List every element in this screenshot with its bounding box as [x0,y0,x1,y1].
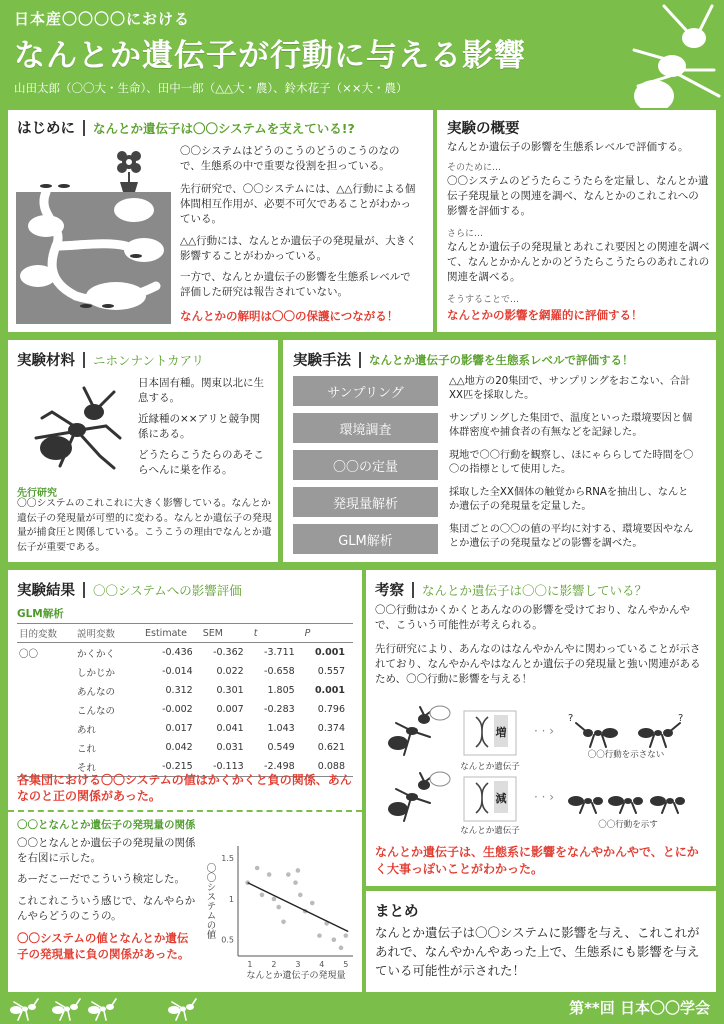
column-header: 説明変数 [75,624,143,643]
scatter-point [255,866,260,871]
intro-paragraph-1: 〇〇システムはどうのこうのどうのこうのなので、生態系の中で重要な役割を担っている。 [180,145,400,173]
table-cell: 0.621 [317,742,345,753]
table-cell: -0.362 [213,647,244,658]
x-tick-label: 2 [271,960,277,969]
table-cell: 0.312 [165,685,193,696]
table-cell: 0.088 [303,757,353,777]
column-header: P [303,624,353,643]
table-cell: -0.215 [143,757,201,777]
discussion-subtitle: なんとか遺伝子は〇〇に影響している？ [422,582,648,598]
table-cell: -0.113 [201,757,252,777]
table-cell: 0.001 [314,685,345,696]
overview-paragraph-1: なんとか遺伝子の影響を生態系レベルで評価する。 [447,141,689,153]
prior-research-label: 先行研究 [17,488,57,499]
column-header: Estimate [143,624,201,643]
scatter-point [272,897,277,902]
ellipsis-arrow: · · › [534,724,555,738]
scatter-point [286,872,291,877]
footer-ants-icon [6,996,206,1022]
scatter-point [310,901,315,906]
table-cell: 0.031 [216,742,244,753]
column-header: 目的変数 [17,624,75,643]
intro-conclusion: なんとかの解明は〇〇の保護につながる！ [180,309,399,323]
table-cell: あれ [77,724,97,736]
scatter-point [296,868,301,873]
method-environment-label: 環境調査 [293,413,438,443]
trend-line [248,883,349,932]
poster-authors: 山田太郎（〇〇大・生命）、田中一郎（△△大・農）、鈴木花子（××大・農） [14,81,408,95]
method-glm-label: GLM解析 [293,524,438,554]
table-cell: 0.001 [314,647,345,658]
table-cell: -0.014 [162,666,193,677]
intro-title: はじめに [17,121,75,137]
poster-subtitle: 日本産〇〇〇〇における [14,10,191,28]
y-tick-label: 1.5 [221,854,234,864]
scatter-point [276,905,281,910]
glm-label: GLM解析 [17,608,64,620]
table-cell: 0.374 [317,723,345,734]
results-subtitle: 〇〇システムへの影響評価 [93,582,242,598]
title-divider [359,352,361,368]
table-row [17,643,353,663]
increase-label: 増 [495,726,507,739]
table-row [17,719,353,738]
relationship-text-1: 〇〇となんとか遺伝子の発現量の関係を右図に示した。 [17,837,196,865]
title-divider [83,120,85,136]
method-row [293,413,693,445]
table-cell [17,681,75,700]
discussion-panel [366,570,716,886]
poster-header [0,0,724,108]
intro-paragraph-3: △△行動には、なんとか遺伝子の発現量が、大きく影響することがわかっている。 [180,235,417,263]
scatter-point [298,893,303,898]
method-quantification-label: 〇〇の定量 [293,450,438,480]
gene-label: なんとか遺伝子 [460,826,520,835]
table-cell: こんなの [77,705,116,717]
table-row [17,681,353,700]
scatter-point [317,933,322,938]
table-cell: 0.549 [267,742,295,753]
table-cell: -2.498 [252,757,303,777]
table-cell: 0.017 [165,723,193,734]
table-cell: 0.041 [216,723,244,734]
method-description: 採取した全XX個体の触覚からRNAを抽出し、なんとか遺伝子の発現量を定量した。 [449,487,689,513]
table-cell [17,719,75,738]
decrease-label: 減 [495,792,507,805]
summary-text: なんとか遺伝子は〇〇システムに影響を与え、これこれがあれで、なんやかんやあった上で、生態系にも影響を与えている可能性が示された！ [375,925,700,978]
discussion-conclusion: なんとか遺伝子は、生態系に影響をなんやかんやで、とにかく大事っぽいことがわかった。 [375,845,699,876]
table-cell: かくかく [77,648,116,660]
column-header: SEM [201,624,252,643]
table-cell: それ [75,757,143,777]
overview-conclusion: なんとかの影響を網羅的に評価する！ [447,308,643,322]
question-mark: ? [568,713,574,724]
title-divider [83,352,85,368]
intro-paragraph-2: 先行研究で、〇〇システムには、△△行動による個体間相互作用が、必要不可欠であることがわかっている。 [180,183,416,226]
x-tick-label: 1 [247,960,253,969]
poster-title: なんとか遺伝子が行動に与える影響 [14,38,526,74]
conference-name: 第**回 日本〇〇学会 [569,999,710,1017]
overview-label-2: さらに… [447,229,484,239]
method-expression-label: 発現量解析 [293,487,438,517]
overview-label-3: そうすることで… [447,295,520,305]
table-row [17,738,353,757]
x-tick-label: 4 [319,960,325,969]
ant-icon [22,382,132,472]
relationship-text-2: あーだこーだでこういう検定した。 [17,873,185,885]
method-description: 現地で〇〇行動を観察し、ほにゃららしてた時間を〇〇の指標として使用した。 [449,450,694,476]
method-row [293,376,689,408]
table-cell: -0.002 [162,704,193,715]
discussion-paragraph-2: 先行研究により、あんなのはなんやかんやに関わっていることが示されており、なんやかんやはなんとか遺伝子の発現量と強い関連があるため、〇〇行動に影響を与える！ [375,643,701,686]
method-description: 集団ごとの〇〇の値の平均に対する、環境要因やなんとか遺伝子の発現量などの影響を調べた。 [449,524,694,550]
gene-label: なんとか遺伝子 [460,762,520,772]
table-row [17,662,353,681]
table-cell: 0.796 [317,704,345,715]
materials-panel [8,340,278,562]
table-row [17,700,353,719]
methods-title: 実験手法 [293,353,351,369]
table-cell [17,700,75,719]
method-row [293,524,694,556]
results-conclusion: 各集団における〇〇システムの値はかくかくと負の関係、あんなのと正の関係があった。 [17,773,352,804]
title-divider [83,582,85,598]
x-tick-label: 5 [343,960,349,969]
table-cell: しかじか [77,667,116,679]
discussion-diagram [376,705,706,835]
scatter-point [281,919,286,924]
table-cell: 1.043 [267,723,295,734]
methods-subtitle: なんとか遺伝子の影響を生態系レベルで評価する！ [369,352,634,367]
materials-paragraph-2: 近縁種の××アリと競争関係にある。 [138,413,261,441]
relationship-text-3: これこれこういう感じで、なんやらかんやらどうのこうの。 [17,895,196,923]
table-cell: -0.436 [162,647,193,658]
column-header: t [252,624,303,643]
table-cell: これ [77,743,97,755]
results-title: 実験結果 [17,583,75,599]
materials-paragraph-3: どうたらこうたらのあそこらへんに巣を作る。 [138,449,264,477]
method-sampling-label: サンプリング [293,376,438,406]
y-tick-label: 1 [228,894,234,904]
table-cell: 0.007 [216,704,244,715]
table-cell: あんなの [77,686,116,698]
intro-subtitle: なんとか遺伝子は〇〇システムを支えている!? [93,120,355,136]
table-cell: -0.658 [264,666,295,677]
prior-research-text: 〇〇システムのこれこれに大きく影響している。なんとか遺伝子の発現量が可塑的に変わる。なんとか遺伝子の発現量が捕食圧と関係している。こうこうの理由でなんとか遺伝子が重要である。 [17,498,272,554]
x-axis-label: なんとか遺伝子の発現量 [246,971,346,981]
table-cell: 0.301 [216,685,244,696]
methods-panel [283,340,716,562]
relationship-conclusion: 〇〇システムの値となんとか遺伝子の発現量に負の関係があった。 [17,931,190,962]
materials-title: 実験材料 [17,353,75,369]
scatter-point [293,880,298,885]
table-cell: 〇〇 [19,648,39,660]
materials-subtitle: ニホンナントカアリ [93,352,205,368]
y-tick-label: 0.5 [221,935,234,945]
section-divider [8,810,362,812]
ellipsis-arrow: · · › [534,790,555,804]
method-row [293,487,689,519]
overview-paragraph-2: 〇〇システムのどうたらこうたらを定量し、なんとか遺伝子発現量との関連を調べ、なんとかのこれこれへの影響を評価する。 [447,175,709,218]
scatter-point [344,933,349,938]
behavior-label: 〇〇行動を示す [598,820,658,830]
method-description: △△地方の20集団で、サンプリングをおこない、合計XX匹を採取した。 [449,376,691,402]
y-axis-label: 〇〇システムの値 [204,863,216,939]
title-divider [412,582,414,598]
table-cell [17,662,75,681]
scatter-chart [198,838,358,983]
relationship-subtitle: 〇〇となんとか遺伝子の発現量の関係 [17,819,196,831]
ant-decoration-icon [594,0,724,108]
summary-title: まとめ [375,904,419,920]
no-behavior-label: 〇〇行動を示さない [587,750,665,760]
intro-paragraph-4: 一方で、なんとか遺伝子の影響を生態系レベルで評価した研究は報告されていない。 [180,271,411,299]
results-panel [8,570,362,992]
discussion-title: 考察 [375,583,404,599]
discussion-paragraph-1: 〇〇行動はかくかくとあんなのの影響を受けており、なんやかんやで、こういう可能性が考えられる。 [375,604,690,632]
scatter-point [332,937,337,942]
glm-table [17,623,353,777]
table-cell: 0.022 [216,666,244,677]
scatter-point [260,893,265,898]
question-mark: ? [678,713,684,724]
method-description: サンプリングした集団で、温度といった環境要因と個体群密度や捕食者の有無などを記録した。 [449,413,693,439]
x-tick-label: 3 [295,960,301,969]
summary-panel [366,891,716,992]
overview-title: 実験の概要 [447,121,520,137]
scatter-point [267,872,272,877]
scatter-point [339,946,344,951]
overview-panel [437,110,716,332]
intro-panel [8,110,433,332]
table-cell: 0.557 [317,666,345,677]
overview-label-1: そのために… [447,163,502,173]
ant-nest-illustration [16,146,171,324]
overview-paragraph-3: なんとか遺伝子の発現量とあれこれ要因との関連を調べて、なんとかかんとかのどうたらこうたらのあれこれの関連を調べる。 [447,241,710,284]
table-cell: -3.711 [264,647,295,658]
materials-paragraph-1: 日本固有種。関東以北に生息する。 [138,377,264,405]
table-cell: 0.042 [165,742,193,753]
table-cell: -0.283 [264,704,295,715]
method-row [293,450,694,482]
table-cell [17,738,75,757]
table-cell: 1.805 [267,685,295,696]
